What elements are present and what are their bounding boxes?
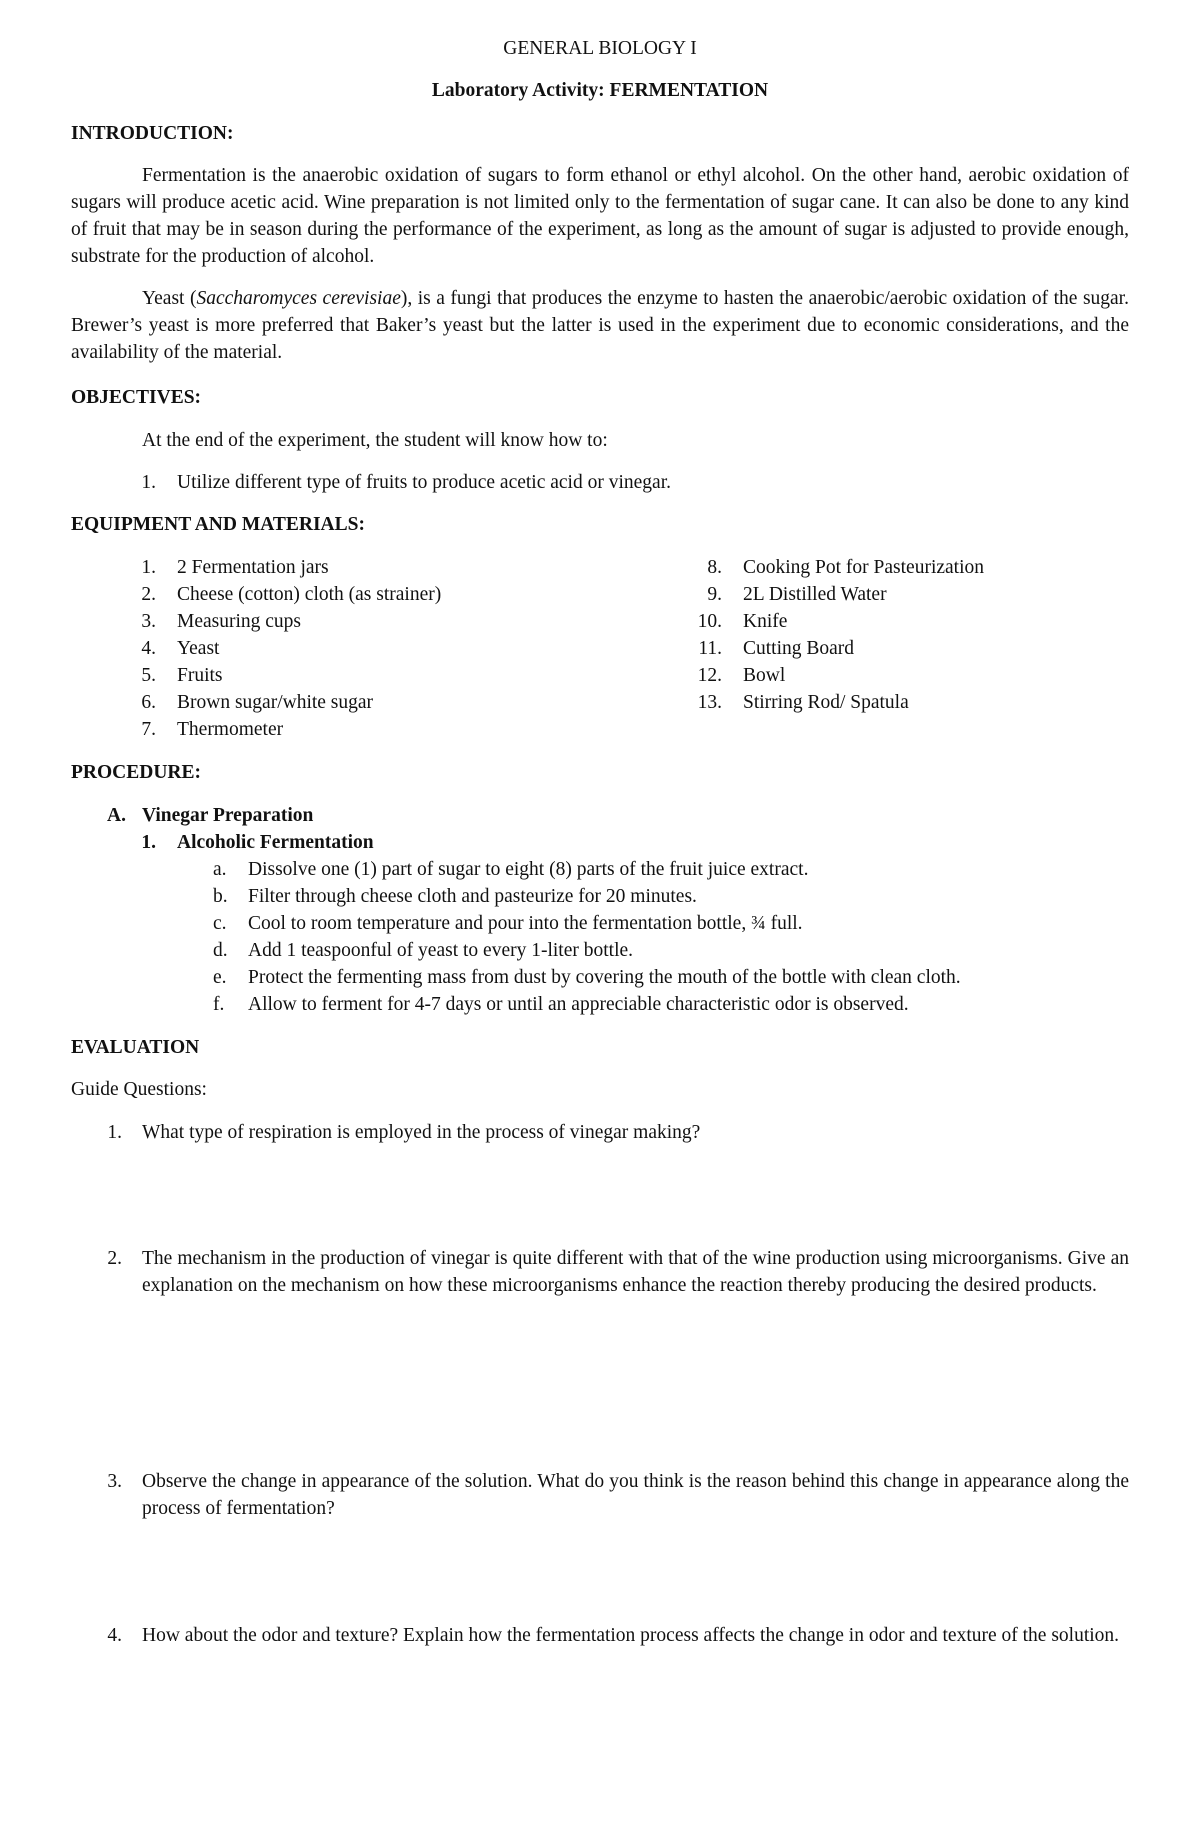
step-text: Allow to ferment for 4-7 days or until an appreciable characteristic odor is observed. [248, 994, 909, 1015]
document-title: GENERAL BIOLOGY I [503, 38, 697, 59]
equipment-number: 12. [697, 665, 722, 686]
question-text: The mechanism in the production of vinegar is quite different with that of the wine production using microorganisms. Give an explanation on the mechanism on how these microorganisms enhance the reaction thereby producing the desired products. [142, 1248, 1129, 1296]
equipment-heading: EQUIPMENT AND MATERIALS: [71, 514, 365, 535]
equipment-number: 3. [141, 611, 156, 632]
equipment-text: Fruits [177, 665, 223, 686]
step-label: f. [213, 994, 225, 1015]
equipment-text: Cutting Board [743, 638, 855, 659]
subsection-title: Alcoholic Fermentation [177, 832, 374, 853]
document-subtitle: Laboratory Activity: FERMENTATION [431, 80, 769, 101]
equipment-item [0, 689, 1200, 716]
objectives-heading: OBJECTIVES: [71, 387, 202, 408]
question-text: Observe the change in appearance of the solution. What do you think is the reason behind this change in appearance along the process of fermentation? [142, 1471, 1129, 1519]
equipment-number: 5. [141, 665, 156, 686]
species-name: Saccharomyces cerevisiae [196, 288, 401, 309]
equipment-text: Thermometer [177, 719, 284, 740]
question-text: How about the odor and texture? Explain how the fermentation process affects the change in odor and texture of the solution. [142, 1625, 1120, 1646]
equipment-number: 9. [707, 584, 722, 605]
equipment-number: 13. [697, 692, 722, 713]
equipment-text: Brown sugar/white sugar [177, 692, 374, 713]
section-title: Vinegar Preparation [142, 805, 314, 826]
procedure-step [0, 964, 1200, 991]
procedure-step [0, 937, 1200, 964]
procedure-step [0, 991, 1200, 1018]
guide-questions-label: Guide Questions: [71, 1079, 207, 1100]
equipment-text: Yeast [177, 638, 220, 659]
objectives-lead: At the end of the experiment, the student will know how to: [142, 430, 608, 451]
question-number: 1. [107, 1122, 122, 1143]
equipment-item [0, 716, 600, 743]
procedure-step [0, 910, 1200, 937]
objective-number: 1. [141, 472, 156, 493]
equipment-number: 1. [141, 557, 156, 578]
introduction-heading: INTRODUCTION: [71, 123, 234, 144]
procedure-subsection [0, 829, 1200, 856]
step-text: Cool to room temperature and pour into the fermentation bottle, ¾ full. [248, 913, 803, 934]
evaluation-heading: EVALUATION [71, 1037, 200, 1058]
para2-after: ), is a fungi that produces the enzyme to hasten the anaerobic/aerobic oxidation of the sugar. Brewer’s yeast is more preferred that Baker’s yeast but the latter is used in the experiment due to economic considerations, and the availability of the material. [71, 288, 1129, 363]
section-label: A. [107, 805, 126, 826]
para2-before: Yeast ( [142, 288, 197, 309]
equipment-item [0, 581, 1200, 608]
step-text: Add 1 teaspoonful of yeast to every 1-liter bottle. [248, 940, 634, 961]
equipment-item [0, 662, 1200, 689]
equipment-number: 7. [141, 719, 156, 740]
equipment-text: Cheese (cotton) cloth (as strainer) [177, 584, 442, 605]
equipment-text: Bowl [743, 665, 786, 686]
equipment-item [0, 608, 1200, 635]
question-text: What type of respiration is employed in the process of vinegar making? [142, 1122, 701, 1143]
equipment-text: 2 Fermentation jars [177, 557, 329, 578]
equipment-text: Measuring cups [177, 611, 302, 632]
equipment-number: 6. [141, 692, 156, 713]
question-number: 4. [107, 1625, 122, 1646]
step-text: Dissolve one (1) part of sugar to eight (8) parts of the fruit juice extract. [248, 859, 809, 880]
equipment-text: Cooking Pot for Pasteurization [743, 557, 985, 578]
procedure-step [0, 883, 1200, 910]
equipment-text: Stirring Rod/ Spatula [743, 692, 909, 713]
step-text: Filter through cheese cloth and pasteurize for 20 minutes. [248, 886, 697, 907]
step-label: a. [213, 859, 227, 880]
equipment-item [0, 635, 1200, 662]
introduction-paragraph-2 [71, 285, 1129, 366]
equipment-number: 10. [697, 611, 722, 632]
step-label: b. [213, 886, 228, 907]
equipment-number: 11. [698, 638, 722, 659]
question-number: 2. [107, 1248, 122, 1269]
procedure-heading: PROCEDURE: [71, 762, 201, 783]
procedure-section [0, 802, 1200, 829]
question-number: 3. [107, 1471, 122, 1492]
equipment-number: 8. [707, 557, 722, 578]
equipment-item [0, 554, 1200, 581]
introduction-paragraph-1: Fermentation is the anaerobic oxidation of sugars to form ethanol or ethyl alcohol. On the other hand, aerobic oxidation of sugars will produce acetic acid. Wine preparation is not limited only to the fermentation of sugar cane. It can also be done to any kind of fruit that may be in season during the performance of the experiment, as long as the amount of sugar is adjusted to provide enough, substrate for the production of alcohol. [71, 165, 1129, 267]
step-label: d. [213, 940, 228, 961]
objective-item [0, 469, 1200, 496]
subsection-label: 1. [141, 832, 156, 853]
equipment-number: 4. [141, 638, 156, 659]
step-text: Protect the fermenting mass from dust by covering the mouth of the bottle with clean cloth. [248, 967, 961, 988]
step-label: c. [213, 913, 227, 934]
equipment-text: Knife [743, 611, 788, 632]
step-label: e. [213, 967, 227, 988]
procedure-step [0, 856, 1200, 883]
equipment-number: 2. [141, 584, 156, 605]
objective-text: Utilize different type of fruits to produce acetic acid or vinegar. [177, 472, 671, 493]
equipment-text: 2L Distilled Water [743, 584, 887, 605]
